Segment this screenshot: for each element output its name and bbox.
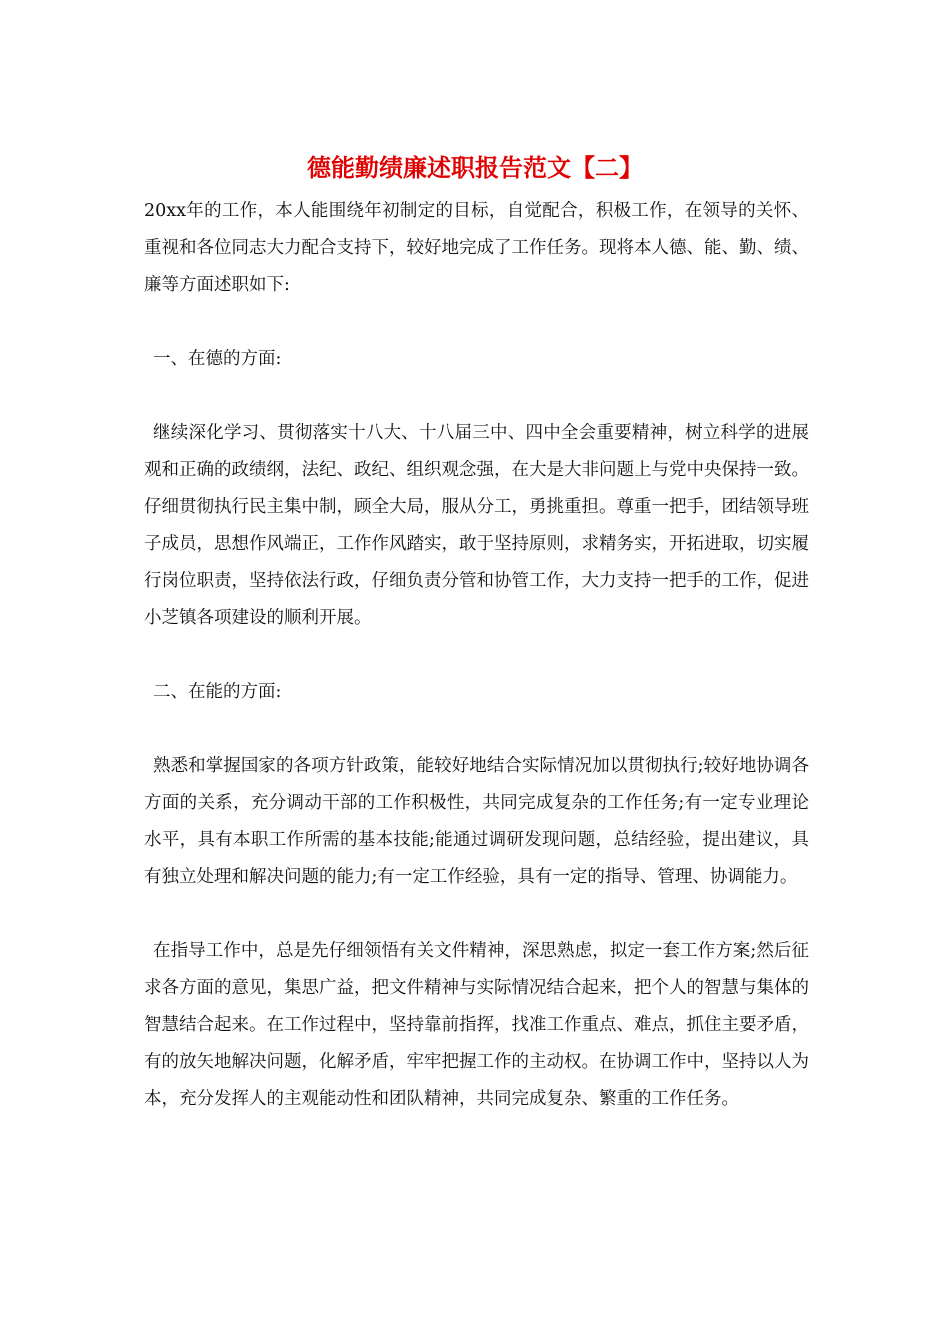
guidance-paragraph: 在指导工作中，总是先仔细领悟有关文件精神，深思熟虑，拟定一套工作方案;然后征求各方面的意见，集思广益，把文件精神与实际情况结合起来，把个人的智慧与集体的智慧结合起来。在工作过程中，坚持靠前指挥，找准工作重点、难点，抓住主要矛盾，有的放矢地解决问题，化解矛盾，牢牢把握工作的主动权。在协调工作中，坚持以人为本，充分发挥人的主观能动性和团队精神，共同完成复杂、繁重的工作任务。 xyxy=(144,941,809,1109)
intro-paragraph: 20xx年的工作，本人能围绕年初制定的目标，自觉配合，积极工作，在领导的关怀、重视和各位同志大力配合支持下，较好地完成了工作任务。现将本人德、能、勤、绩、廉等方面述职如下: xyxy=(144,201,809,295)
section-heading-virtue: 一、在德的方面: xyxy=(153,349,282,369)
document-title: 德能勤绩廉述职报告范文【二】 xyxy=(307,153,643,182)
virtue-paragraph: 继续深化学习、贯彻落实十八大、十八届三中、四中全会重要精神，树立科学的进展观和正确的政绩纲，法纪、政纪、组织观念强，在大是大非问题上与党中央保持一致。仔细贯彻执行民主集中制，顾全大局，服从分工，勇挑重担。尊重一把手，团结领导班子成员，思想作风端正，工作作风踏实，敢于坚持原则，求精务实，开拓进取，切实履行岗位职责，坚持依法行政，仔细负责分管和协管工作，大力支持一把手的工作，促进小芝镇各项建设的顺利开展。 xyxy=(144,423,809,628)
document-body xyxy=(144,193,809,1155)
ability-paragraph: 熟悉和掌握国家的各项方针政策，能较好地结合实际情况加以贯彻执行;较好地协调各方面的关系，充分调动干部的工作积极性，共同完成复杂的工作任务;有一定专业理论水平，具有本职工作所需的基本技能;能通过调研发现问题，总结经验，提出建议，具有独立处理和解决问题的能力;有一定工作经验，具有一定的指导、管理、协调能力。 xyxy=(144,756,809,887)
section-heading-ability: 二、在能的方面: xyxy=(153,682,282,702)
